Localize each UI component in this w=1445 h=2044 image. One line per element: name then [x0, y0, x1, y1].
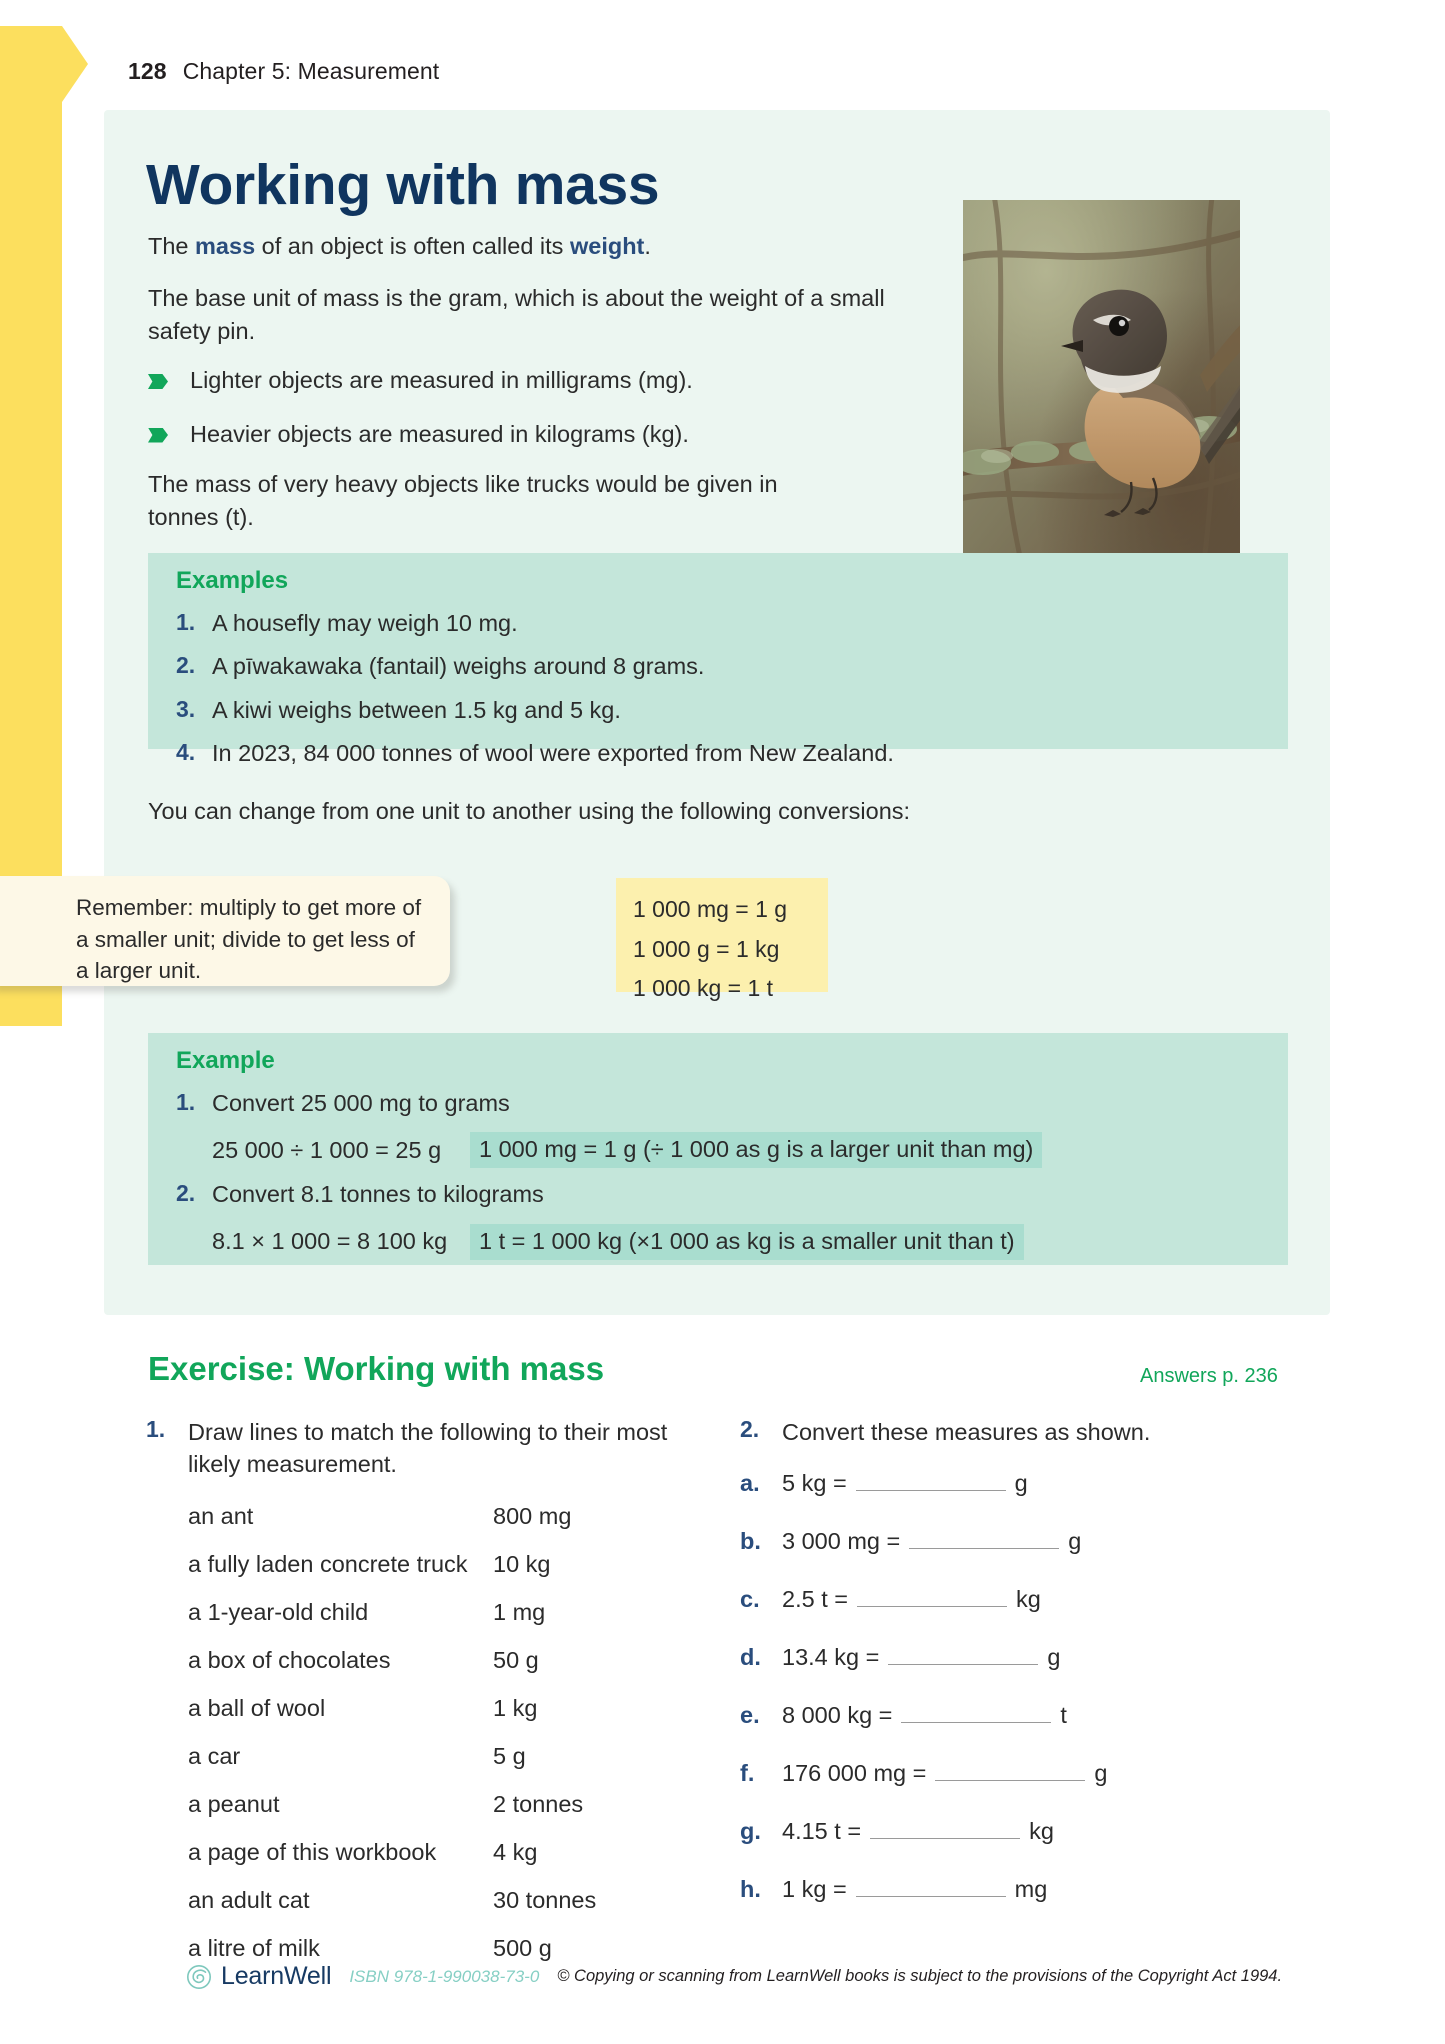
item-number: 1. [176, 1089, 196, 1115]
intro-paragraph-2-text: The base unit of mass is the gram, which is about the weight of a small safety pin. [148, 285, 885, 345]
intro-text-b: of an object is often called its [255, 233, 570, 259]
matching-list[interactable] [188, 1502, 706, 1961]
item-text: In 2023, 84 000 tonnes of wool were exported from New Zealand. [212, 740, 894, 767]
answer-unit: kg [1015, 1586, 1041, 1613]
table-row[interactable] [188, 1694, 706, 1721]
item-text: A kiwi weighs between 1.5 kg and 5 kg. [212, 696, 621, 723]
answer-blank[interactable] [888, 1649, 1038, 1665]
intro-paragraph-2 [148, 282, 888, 349]
worked-line [212, 1224, 1272, 1260]
bullet-label: Lighter objects are measured in milligrams (mg). [190, 367, 693, 393]
list-item[interactable] [740, 1876, 1300, 1903]
table-row[interactable] [188, 1502, 706, 1529]
list-item [176, 1180, 1272, 1209]
answer-blank[interactable] [909, 1533, 1059, 1549]
conversion-row: 1 000 kg = 1 t [633, 975, 774, 1002]
page-title: Working with mass [146, 153, 660, 217]
match-measure[interactable]: 10 kg [493, 1550, 551, 1577]
match-item[interactable]: a litre of milk [188, 1934, 320, 1961]
answer-unit: kg [1029, 1818, 1054, 1845]
table-row[interactable] [188, 1646, 706, 1673]
question-number: 1. [146, 1416, 166, 1442]
item-number: 1. [176, 609, 196, 635]
table-row[interactable] [188, 1742, 706, 1769]
worked-example-box [148, 1033, 1288, 1265]
item-letter: g. [740, 1818, 761, 1845]
answer-unit: g [1094, 1760, 1108, 1787]
calculation: 25 000 ÷ 1 000 = 25 g [212, 1136, 442, 1163]
unit-bullet-list [148, 365, 908, 472]
learnwell-wordmark: LearnWell [221, 1962, 332, 1990]
pennant-arrow-icon [148, 374, 168, 389]
expression: 8 000 kg = [782, 1702, 893, 1729]
intro-paragraph-3 [148, 468, 848, 535]
table-row[interactable] [188, 1550, 706, 1577]
table-row[interactable] [188, 1886, 706, 1913]
question-2 [740, 1416, 1300, 1934]
remember-callout [0, 876, 450, 986]
match-item[interactable]: a box of chocolates [188, 1646, 391, 1673]
match-item[interactable]: a car [188, 1742, 241, 1769]
list-item[interactable] [740, 1528, 1300, 1555]
intro-paragraph-1 [148, 230, 908, 263]
list-item [176, 696, 1272, 725]
intro-text-a: The [148, 233, 196, 259]
chapter-label: Chapter 5: Measurement [182, 58, 440, 84]
running-head [128, 58, 439, 85]
item-text: Convert 8.1 tonnes to kilograms [212, 1181, 544, 1208]
examples-heading: Examples [176, 567, 289, 594]
answers-reference: Answers p. 236 [1140, 1365, 1278, 1387]
intro-text-c: . [644, 233, 651, 259]
calculation: 8.1 × 1 000 = 8 100 kg [212, 1228, 448, 1255]
copyright-text: © Copying or scanning from LearnWell books is subject to the provisions of the Copyright Act 1994. [557, 1967, 1283, 1985]
item-number: 3. [176, 695, 196, 722]
question-prompt: Draw lines to match the following to their most likely measurement. [188, 1419, 668, 1478]
answer-blank[interactable] [856, 1475, 1006, 1491]
match-measure[interactable]: 500 g [493, 1934, 552, 1961]
answer-blank[interactable] [870, 1823, 1020, 1839]
item-letter: c. [740, 1586, 760, 1613]
question-1-header [146, 1416, 706, 1481]
match-item[interactable]: a ball of wool [188, 1694, 326, 1721]
match-item[interactable]: a 1-year-old child [188, 1598, 369, 1625]
list-item [176, 1089, 1272, 1118]
list-item [176, 609, 1272, 638]
conversion-row: 1 000 g = 1 kg [633, 935, 780, 962]
conversion-answer-list [740, 1470, 1300, 1903]
rule-note: 1 000 mg = 1 g (÷ 1 000 as g is a larger unit than mg) [470, 1132, 1042, 1168]
item-text: Convert 25 000 mg to grams [212, 1090, 510, 1116]
learnwell-spiral-icon [186, 1964, 212, 1990]
match-measure[interactable]: 800 mg [493, 1502, 572, 1529]
intro-paragraph-3-text: The mass of very heavy objects like trucks would be given in tonnes (t). [148, 471, 778, 531]
conversion-row: 1 000 mg = 1 g [633, 896, 788, 922]
expression: 1 kg = [782, 1876, 847, 1903]
piwakawaka-photo [963, 200, 1240, 558]
question-2-header [740, 1416, 1300, 1448]
item-letter: h. [740, 1876, 761, 1903]
match-measure[interactable]: 5 g [493, 1742, 526, 1769]
examples-box [148, 553, 1288, 767]
worked-example-list [176, 1089, 1272, 1272]
pennant-arrow-icon [148, 428, 168, 443]
answer-blank[interactable] [857, 1591, 1007, 1607]
list-item[interactable] [740, 1586, 1300, 1613]
example-heading: Example [176, 1047, 275, 1074]
item-text: A housefly may weigh 10 mg. [212, 610, 518, 636]
question-number: 2. [740, 1416, 760, 1442]
bullet-label: Heavier objects are measured in kilograms (kg). [190, 420, 689, 447]
answer-unit: g [1068, 1528, 1082, 1555]
item-letter: b. [740, 1528, 761, 1555]
page-number: 128 [128, 58, 167, 84]
match-measure[interactable]: 50 g [493, 1646, 539, 1673]
expression: 3 000 mg = [782, 1528, 901, 1555]
match-item[interactable]: a peanut [188, 1790, 280, 1817]
exercise-title: Exercise: Working with mass [148, 1350, 605, 1387]
worked-line [212, 1132, 1272, 1168]
item-letter: e. [740, 1702, 760, 1729]
expression: 176 000 mg = [782, 1760, 927, 1787]
conversion-table [616, 878, 828, 1002]
match-item[interactable]: an adult cat [188, 1886, 310, 1913]
expression: 4.15 t = [782, 1818, 862, 1845]
list-item[interactable] [740, 1760, 1300, 1787]
list-item [148, 365, 908, 396]
list-item [176, 739, 1272, 768]
match-measure[interactable]: 30 tonnes [493, 1886, 597, 1913]
table-row[interactable] [188, 1790, 706, 1817]
item-number: 2. [176, 1180, 196, 1207]
rule-note: 1 t = 1 000 kg (×1 000 as kg is a smaller unit than t) [470, 1224, 1024, 1260]
term-mass: mass [195, 233, 256, 259]
list-item[interactable] [740, 1470, 1300, 1497]
table-row[interactable] [188, 1598, 706, 1625]
expression: 13.4 kg = [782, 1644, 880, 1671]
answer-unit: t [1060, 1702, 1067, 1729]
table-row[interactable] [188, 1838, 706, 1865]
item-text: A pīwakawaka (fantail) weighs around 8 grams. [212, 653, 705, 680]
list-item[interactable] [740, 1644, 1300, 1671]
match-measure[interactable]: 4 kg [493, 1838, 538, 1865]
expression: 5 kg = [782, 1470, 847, 1497]
answer-blank[interactable] [935, 1765, 1085, 1781]
question-prompt: Convert these measures as shown. [782, 1419, 1151, 1445]
match-measure[interactable]: 1 mg [493, 1598, 546, 1625]
remember-callout-text: Remember: multiply to get more of a smaller unit; divide to get less of a larger unit. [76, 895, 422, 983]
match-item[interactable]: a page of this workbook [188, 1838, 437, 1865]
item-number: 4. [176, 739, 196, 766]
answer-unit: g [1014, 1470, 1028, 1497]
match-item[interactable]: a fully laden concrete truck [188, 1550, 468, 1577]
isbn-text: ISBN 978-1-990038-73-0 [349, 1966, 540, 1986]
examples-list [176, 609, 1272, 783]
table-row[interactable] [188, 1934, 706, 1961]
expression: 2.5 t = [782, 1586, 848, 1613]
page-footer [186, 1962, 1282, 1991]
answer-unit: g [1047, 1644, 1061, 1671]
question-1 [146, 1416, 706, 1985]
match-measure[interactable]: 2 tonnes [493, 1790, 584, 1817]
list-item [176, 652, 1272, 681]
answer-blank[interactable] [856, 1881, 1006, 1897]
term-weight: weight [569, 233, 645, 259]
match-measure[interactable]: 1 kg [493, 1694, 538, 1721]
item-letter: a. [740, 1470, 760, 1497]
conversion-intro: You can change from one unit to another using the following conversions: [148, 798, 911, 824]
list-item [148, 419, 908, 450]
list-item[interactable] [740, 1702, 1300, 1729]
answer-blank[interactable] [901, 1707, 1051, 1723]
item-letter: f. [740, 1760, 755, 1787]
match-item[interactable]: an ant [188, 1502, 254, 1529]
list-item[interactable] [740, 1818, 1300, 1845]
item-letter: d. [740, 1644, 761, 1671]
answer-unit: mg [1014, 1876, 1048, 1903]
item-number: 2. [176, 652, 196, 679]
